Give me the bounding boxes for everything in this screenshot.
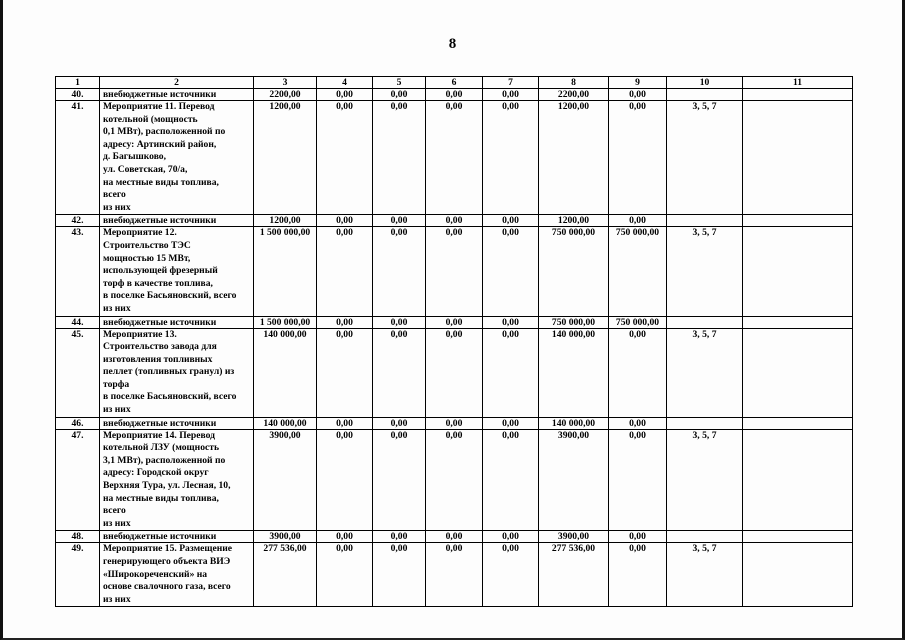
amount-cell-col7: 0,00 xyxy=(483,316,539,328)
notes-cell xyxy=(743,429,853,531)
amount-cell-col7: 0,00 xyxy=(483,328,539,417)
description-cell: внебюджетные источники xyxy=(100,89,254,101)
amount-cell-col9: 0,00 xyxy=(609,215,667,227)
amount-cell-col8: 140 000,00 xyxy=(539,417,609,429)
amount-cell-col9: 0,00 xyxy=(609,429,667,531)
amount-cell-col7: 0,00 xyxy=(483,101,539,215)
total-amount-cell: 3900,00 xyxy=(254,531,317,543)
target-ref-cell xyxy=(667,531,743,543)
column-header: 4 xyxy=(317,77,373,89)
amount-cell-col4: 0,00 xyxy=(317,543,373,607)
amount-cell-col8: 140 000,00 xyxy=(539,328,609,417)
row-number-cell: 49. xyxy=(56,543,100,607)
notes-cell xyxy=(743,417,853,429)
target-ref-cell xyxy=(667,215,743,227)
total-amount-cell: 140 000,00 xyxy=(254,328,317,417)
amount-cell-col6: 0,00 xyxy=(426,227,483,316)
total-amount-cell: 2200,00 xyxy=(254,89,317,101)
total-amount-cell: 3900,00 xyxy=(254,429,317,531)
amount-cell-col6: 0,00 xyxy=(426,328,483,417)
amount-cell-col5: 0,00 xyxy=(373,215,426,227)
notes-cell xyxy=(743,316,853,328)
amount-cell-col9: 0,00 xyxy=(609,89,667,101)
amount-cell-col4: 0,00 xyxy=(317,227,373,316)
amount-cell-col7: 0,00 xyxy=(483,227,539,316)
column-header: 5 xyxy=(373,77,426,89)
amount-cell-col5: 0,00 xyxy=(373,531,426,543)
amount-cell-col6: 0,00 xyxy=(426,417,483,429)
description-cell: Мероприятие 11. Перевод котельной (мощность 0,1 МВт), расположенной по адресу: Артинский район, д. Багышково, ул. Советская, 70/а, на местные виды топлива, всего из них xyxy=(100,101,254,215)
page-number: 8 xyxy=(448,36,457,52)
amount-cell-col5: 0,00 xyxy=(373,316,426,328)
target-ref-cell xyxy=(667,316,743,328)
row-number-cell: 43. xyxy=(56,227,100,316)
amount-cell-col6: 0,00 xyxy=(426,543,483,607)
amount-cell-col5: 0,00 xyxy=(373,227,426,316)
amount-cell-col5: 0,00 xyxy=(373,417,426,429)
column-header: 8 xyxy=(539,77,609,89)
amount-cell-col4: 0,00 xyxy=(317,215,373,227)
amount-cell-col7: 0,00 xyxy=(483,417,539,429)
amount-cell-col9: 0,00 xyxy=(609,417,667,429)
funding-source-row xyxy=(56,531,853,543)
column-header: 6 xyxy=(426,77,483,89)
description-cell: Мероприятие 14. Перевод котельной ЛЗУ (мощность 3,1 МВт), расположенной по адресу: Городской округ Верхняя Тура, ул. Лесная, 10, на местные виды топлива, всего из них xyxy=(100,429,254,531)
amount-cell-col6: 0,00 xyxy=(426,89,483,101)
total-amount-cell: 1 500 000,00 xyxy=(254,227,317,316)
table-header-row xyxy=(56,77,853,89)
target-ref-cell: 3, 5, 7 xyxy=(667,227,743,316)
amount-cell-col9: 0,00 xyxy=(609,531,667,543)
amount-cell-col7: 0,00 xyxy=(483,89,539,101)
amount-cell-col7: 0,00 xyxy=(483,543,539,607)
description-cell: внебюджетные источники xyxy=(100,531,254,543)
row-number-cell: 44. xyxy=(56,316,100,328)
row-number-cell: 42. xyxy=(56,215,100,227)
notes-cell xyxy=(743,328,853,417)
amount-cell-col8: 3900,00 xyxy=(539,531,609,543)
funding-source-row xyxy=(56,215,853,227)
measure-row xyxy=(56,429,853,531)
target-ref-cell: 3, 5, 7 xyxy=(667,543,743,607)
amount-cell-col6: 0,00 xyxy=(426,316,483,328)
funding-source-row xyxy=(56,316,853,328)
amount-cell-col7: 0,00 xyxy=(483,429,539,531)
amount-cell-col4: 0,00 xyxy=(317,101,373,215)
amount-cell-col8: 2200,00 xyxy=(539,89,609,101)
amount-cell-col5: 0,00 xyxy=(373,101,426,215)
amount-cell-col9: 750 000,00 xyxy=(609,316,667,328)
notes-cell xyxy=(743,227,853,316)
notes-cell xyxy=(743,101,853,215)
column-header: 1 xyxy=(56,77,100,89)
target-ref-cell: 3, 5, 7 xyxy=(667,429,743,531)
measure-row xyxy=(56,227,853,316)
notes-cell xyxy=(743,89,853,101)
total-amount-cell: 1200,00 xyxy=(254,215,317,227)
program-budget-table xyxy=(55,76,853,607)
total-amount-cell: 1 500 000,00 xyxy=(254,316,317,328)
description-cell: внебюджетные источники xyxy=(100,417,254,429)
total-amount-cell: 140 000,00 xyxy=(254,417,317,429)
column-header: 3 xyxy=(254,77,317,89)
amount-cell-col9: 0,00 xyxy=(609,101,667,215)
amount-cell-col8: 1200,00 xyxy=(539,215,609,227)
amount-cell-col8: 277 536,00 xyxy=(539,543,609,607)
target-ref-cell xyxy=(667,417,743,429)
column-header: 10 xyxy=(667,77,743,89)
column-header: 11 xyxy=(743,77,853,89)
amount-cell-col9: 0,00 xyxy=(609,328,667,417)
funding-source-row xyxy=(56,89,853,101)
amount-cell-col7: 0,00 xyxy=(483,531,539,543)
amount-cell-col8: 3900,00 xyxy=(539,429,609,531)
amount-cell-col5: 0,00 xyxy=(373,429,426,531)
row-number-cell: 45. xyxy=(56,328,100,417)
description-cell: внебюджетные источники xyxy=(100,215,254,227)
row-number-cell: 47. xyxy=(56,429,100,531)
measure-row xyxy=(56,328,853,417)
target-ref-cell: 3, 5, 7 xyxy=(667,328,743,417)
amount-cell-col8: 750 000,00 xyxy=(539,227,609,316)
total-amount-cell: 277 536,00 xyxy=(254,543,317,607)
amount-cell-col6: 0,00 xyxy=(426,531,483,543)
measure-row xyxy=(56,543,853,607)
description-cell: внебюджетные источники xyxy=(100,316,254,328)
amount-cell-col5: 0,00 xyxy=(373,89,426,101)
funding-source-row xyxy=(56,417,853,429)
description-cell: Мероприятие 13. Строительство завода для изготовления топливных пеллет (топливных гранул) из торфа в поселке Басьяновский, всего из них xyxy=(100,328,254,417)
measure-row xyxy=(56,101,853,215)
amount-cell-col4: 0,00 xyxy=(317,316,373,328)
amount-cell-col9: 0,00 xyxy=(609,543,667,607)
row-number-cell: 46. xyxy=(56,417,100,429)
amount-cell-col4: 0,00 xyxy=(317,417,373,429)
notes-cell xyxy=(743,531,853,543)
target-ref-cell: 3, 5, 7 xyxy=(667,101,743,215)
amount-cell-col4: 0,00 xyxy=(317,89,373,101)
row-number-cell: 40. xyxy=(56,89,100,101)
table-body xyxy=(56,89,853,607)
amount-cell-col9: 750 000,00 xyxy=(609,227,667,316)
column-header: 9 xyxy=(609,77,667,89)
amount-cell-col4: 0,00 xyxy=(317,429,373,531)
notes-cell xyxy=(743,215,853,227)
target-ref-cell xyxy=(667,89,743,101)
total-amount-cell: 1200,00 xyxy=(254,101,317,215)
column-header: 7 xyxy=(483,77,539,89)
row-number-cell: 48. xyxy=(56,531,100,543)
amount-cell-col5: 0,00 xyxy=(373,328,426,417)
amount-cell-col4: 0,00 xyxy=(317,328,373,417)
column-header: 2 xyxy=(100,77,254,89)
description-cell: Мероприятие 12. Строительство ТЭС мощностью 15 МВт, использующей фрезерный торф в качестве топлива, в поселке Басьяновский, всего из них xyxy=(100,227,254,316)
amount-cell-col6: 0,00 xyxy=(426,101,483,215)
amount-cell-col8: 750 000,00 xyxy=(539,316,609,328)
amount-cell-col7: 0,00 xyxy=(483,215,539,227)
amount-cell-col6: 0,00 xyxy=(426,215,483,227)
amount-cell-col6: 0,00 xyxy=(426,429,483,531)
row-number-cell: 41. xyxy=(56,101,100,215)
description-cell: Мероприятие 15. Размещение генерирующего объекта ВИЭ «Широкореченский» на основе свалочного газа, всего из них xyxy=(100,543,254,607)
notes-cell xyxy=(743,543,853,607)
amount-cell-col4: 0,00 xyxy=(317,531,373,543)
amount-cell-col8: 1200,00 xyxy=(539,101,609,215)
amount-cell-col5: 0,00 xyxy=(373,543,426,607)
